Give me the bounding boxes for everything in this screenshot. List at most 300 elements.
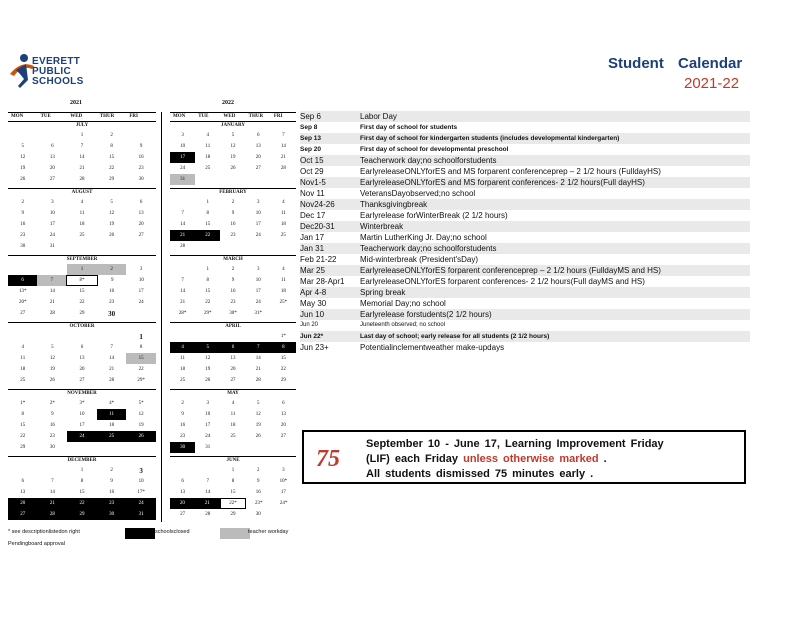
event-row xyxy=(300,287,750,298)
event-date: Dec20-31 xyxy=(300,222,335,231)
left-year-label: 2021 xyxy=(70,100,82,106)
day-cell: 27 xyxy=(230,378,236,383)
day-header: THUR xyxy=(248,114,264,119)
lif-line-2: (LIF) each Friday unless otherwise marked . xyxy=(366,453,607,465)
event-row xyxy=(300,232,750,243)
day-cell: 27 xyxy=(255,166,261,171)
day-cell: 27 xyxy=(79,378,85,383)
day-cell: 4 xyxy=(206,133,210,138)
week-row xyxy=(170,197,296,208)
event-date: Jun 10 xyxy=(300,310,325,319)
week-row xyxy=(8,398,156,409)
month-block xyxy=(8,188,156,255)
day-cell xyxy=(67,241,97,252)
month-name: OCTOBER xyxy=(69,324,95,329)
week-row xyxy=(8,286,156,297)
day-cell: 30 xyxy=(49,445,55,450)
day-cell: 8 xyxy=(21,412,25,417)
day-cell: 28 xyxy=(38,509,68,520)
calendar-2021 xyxy=(8,112,156,523)
event-row xyxy=(300,210,750,221)
event-text: Mid-winterbreak (President'sDay) xyxy=(360,255,479,264)
day-cell: 16 xyxy=(109,490,115,495)
day-cell: 2 xyxy=(256,468,260,473)
day-cell: 6 xyxy=(181,479,184,484)
week-row xyxy=(170,420,296,431)
day-cell: 9 xyxy=(181,412,184,417)
day-cell: 14 xyxy=(79,155,85,160)
day-header: FRI xyxy=(129,114,138,119)
day-cell: 16 xyxy=(255,490,261,495)
month-block xyxy=(170,255,296,322)
day-cell: 6 xyxy=(21,479,25,484)
week-row xyxy=(170,476,296,487)
month-block xyxy=(170,456,296,523)
week-row xyxy=(8,219,156,230)
day-cell: 5 xyxy=(110,200,113,205)
week-row xyxy=(170,331,296,342)
day-cell: 27 xyxy=(49,177,55,182)
day-cell: 9 xyxy=(139,144,143,149)
day-cell xyxy=(126,308,156,319)
day-cell: 7 xyxy=(206,479,210,484)
day-cell: 20 xyxy=(280,423,286,428)
day-cell: 13 xyxy=(230,356,236,361)
day-cell: 19 xyxy=(255,423,261,428)
day-cell: 7 xyxy=(246,342,271,353)
day-cell: 15 xyxy=(126,353,156,364)
day-cell xyxy=(97,442,127,453)
day-cell: 10 xyxy=(138,278,144,283)
event-row xyxy=(300,298,750,309)
day-cell: 8 xyxy=(271,342,296,353)
day-cell: 23 xyxy=(180,434,186,439)
event-date: Dec 17 xyxy=(300,211,326,220)
day-cell: 11 xyxy=(20,356,26,361)
event-date: Jun 20 xyxy=(300,322,319,328)
day-cell: 13 xyxy=(180,490,186,495)
week-row xyxy=(8,420,156,431)
day-cell: 4 xyxy=(282,200,285,205)
event-date: Apr 4-8 xyxy=(300,288,327,297)
day-cell: 10* xyxy=(279,479,288,484)
week-row xyxy=(170,152,296,163)
day-cell: 29* xyxy=(204,311,212,316)
day-cell: 18 xyxy=(20,367,26,372)
day-header-row xyxy=(8,113,156,121)
event-row xyxy=(300,155,750,166)
week-row xyxy=(170,409,296,420)
day-cell: 6 xyxy=(80,345,84,350)
week-row xyxy=(170,241,296,252)
day-cell: 18 xyxy=(230,423,236,428)
week-row xyxy=(170,498,296,509)
day-cell: 12 xyxy=(205,356,211,361)
event-text: Martin LutherKing Jr. Day;no school xyxy=(360,233,487,242)
day-cell: 9 xyxy=(231,278,235,283)
day-cell xyxy=(97,241,127,252)
school-year: 2021-22 xyxy=(684,75,740,92)
month-name: JUNE xyxy=(226,458,240,463)
event-date: Nov 11 xyxy=(300,189,325,198)
day-cell xyxy=(8,465,38,476)
day-cell: 7 xyxy=(181,278,184,283)
day-cell xyxy=(38,130,68,141)
day-cell: 8 xyxy=(231,479,235,484)
event-row xyxy=(300,166,750,177)
event-row xyxy=(300,342,750,353)
day-cell xyxy=(170,197,195,208)
day-cell: 12 xyxy=(230,144,236,149)
month-block xyxy=(8,456,156,523)
week-row xyxy=(170,353,296,364)
week-row xyxy=(170,219,296,230)
event-text: EarlyreleaseONLYforES and MS forparent conferenceprep – 2 1/2 hours (FulldayHS) xyxy=(360,167,661,176)
day-cell xyxy=(8,264,38,275)
day-cell: 24 xyxy=(126,498,156,509)
month-name: MAY xyxy=(227,391,239,396)
legend-workday-label: teacher workday xyxy=(248,529,289,535)
day-cell: 20 xyxy=(49,166,55,171)
event-date: Oct 15 xyxy=(300,156,324,165)
day-cell: 22 xyxy=(67,498,97,509)
day-cell: 10 xyxy=(138,479,144,484)
day-cell: 9 xyxy=(51,412,54,417)
event-row xyxy=(300,309,750,320)
day-cell: 21 xyxy=(170,230,195,241)
day-cell: 8 xyxy=(139,345,143,350)
day-cell: 8 xyxy=(206,278,210,283)
day-cell: 19 xyxy=(49,367,55,372)
logo-line-1: EVERETT xyxy=(32,56,81,67)
day-cell: 5 xyxy=(256,401,260,406)
day-cell: 31 xyxy=(170,174,195,185)
event-text: Labor Day xyxy=(360,112,397,121)
day-cell: 10 xyxy=(255,278,261,283)
week-row xyxy=(170,130,296,141)
event-row xyxy=(300,265,750,276)
week-row xyxy=(170,275,296,286)
day-cell: 25 xyxy=(79,233,85,238)
month-block xyxy=(8,121,156,188)
day-cell: 25 xyxy=(97,431,127,442)
day-cell: 30 xyxy=(108,309,116,318)
week-row xyxy=(8,152,156,163)
day-cell: 16 xyxy=(230,222,236,227)
day-cell: 6 xyxy=(220,342,245,353)
day-cell xyxy=(195,174,220,185)
day-cell: 30 xyxy=(20,244,26,249)
day-cell: 16 xyxy=(138,155,144,160)
day-cell: 1 xyxy=(206,200,210,205)
day-cell: 17 xyxy=(280,490,286,495)
lif-line-3: All students dismissed 75 minutes early . xyxy=(366,468,594,480)
event-text: Last day of school; early release for all students (2 1/2 hours) xyxy=(360,333,550,340)
week-row xyxy=(170,375,296,386)
day-cell: 23 xyxy=(20,233,26,238)
month-block xyxy=(8,389,156,456)
week-row xyxy=(170,297,296,308)
anniversary-75-icon xyxy=(314,442,350,472)
day-cell: 22 xyxy=(138,367,144,372)
day-cell: 22 xyxy=(195,230,220,241)
event-date: Sep 8 xyxy=(300,124,318,131)
event-date: Nov1-5 xyxy=(300,178,326,187)
event-text: Earlyrelease forstudents(2 1/2 hours) xyxy=(360,310,492,319)
day-cell: 5 xyxy=(21,144,25,149)
day-cell: 12 xyxy=(109,211,115,216)
legend-note-pending: Pendingboard approval xyxy=(8,541,65,547)
week-row xyxy=(8,364,156,375)
event-row xyxy=(300,243,750,254)
week-row xyxy=(170,286,296,297)
month-name: SEPTEMBER xyxy=(66,257,98,262)
day-cell xyxy=(38,465,68,476)
logo-line-2: PUBLIC xyxy=(32,66,72,77)
day-cell: 1 xyxy=(80,133,84,138)
day-header: WED xyxy=(70,114,83,119)
event-text: EarlyreleaseONLYforES forparent conferences- 2 1/2 hours(Full dayMS and HS) xyxy=(360,277,645,286)
event-text: Earlyrelease forWinterBreak (2 1/2 hours) xyxy=(360,211,508,220)
day-cell: 16 xyxy=(49,423,55,428)
day-cell: 20 xyxy=(79,367,85,372)
month-name: MARCH xyxy=(223,257,243,262)
day-cell: 10 xyxy=(180,144,186,149)
day-cell: 5 xyxy=(51,345,54,350)
day-cell: 15 xyxy=(79,289,85,294)
week-row xyxy=(170,487,296,498)
day-cell: 4 xyxy=(170,342,195,353)
day-cell: 25 xyxy=(230,434,236,439)
day-cell: 28 xyxy=(205,512,211,517)
day-cell: 21 xyxy=(109,367,115,372)
day-cell: 3 xyxy=(139,466,143,475)
week-row xyxy=(8,297,156,308)
day-cell: 13 xyxy=(79,356,85,361)
day-cell: 18 xyxy=(180,367,186,372)
day-cell: 6 xyxy=(256,133,260,138)
page-title: Student Calendar xyxy=(608,55,743,72)
week-row xyxy=(8,208,156,219)
day-cell xyxy=(271,509,296,520)
event-row xyxy=(300,177,750,188)
day-cell: 11 xyxy=(230,412,236,417)
day-cell: 11 xyxy=(97,409,127,420)
week-row xyxy=(170,465,296,476)
day-cell: 2 xyxy=(181,401,184,406)
event-row xyxy=(300,111,750,122)
day-cell xyxy=(220,331,245,342)
week-row xyxy=(8,241,156,252)
event-text: Winterbreak xyxy=(360,222,404,231)
day-cell: 9 xyxy=(110,479,113,484)
month-name: DECEMBER xyxy=(67,458,97,463)
day-cell: 4 xyxy=(80,200,84,205)
day-cell: 16 xyxy=(109,289,115,294)
day-cell: 22 xyxy=(205,300,211,305)
day-cell: 24 xyxy=(255,300,261,305)
event-text: Thanksgivingbreak xyxy=(360,200,428,209)
day-cell: 27 xyxy=(8,509,38,520)
day-cell: 2 xyxy=(231,267,235,272)
day-cell: 7 xyxy=(282,133,285,138)
event-date: Sep 6 xyxy=(300,112,321,121)
month-block xyxy=(170,389,296,456)
event-text: Potentialinclementweather make-updays xyxy=(360,343,505,352)
event-text: First day of school for students xyxy=(360,124,458,131)
day-cell: 27 xyxy=(20,311,26,316)
event-row xyxy=(300,133,750,144)
day-cell xyxy=(195,241,220,252)
event-text: Spring break xyxy=(360,288,406,297)
day-header-row xyxy=(170,113,296,121)
day-cell xyxy=(170,331,195,342)
day-cell: 3 xyxy=(139,267,143,272)
event-date: Sep 20 xyxy=(300,146,321,153)
day-cell xyxy=(126,130,156,141)
event-row xyxy=(300,254,750,265)
day-cell: 31* xyxy=(254,311,262,316)
event-row xyxy=(300,199,750,210)
day-cell: 17 xyxy=(79,423,85,428)
day-cell: 29 xyxy=(280,378,286,383)
day-cell xyxy=(170,264,195,275)
day-cell: 24 xyxy=(138,300,144,305)
event-row xyxy=(300,144,750,155)
week-row xyxy=(170,364,296,375)
week-row xyxy=(8,431,156,442)
day-cell: 5 xyxy=(195,342,220,353)
grid-divider xyxy=(161,112,162,522)
week-row xyxy=(170,208,296,219)
day-cell: 19 xyxy=(138,423,144,428)
event-date: Mar 28-Apr1 xyxy=(300,277,345,286)
day-cell: 30 xyxy=(170,442,195,453)
month-name: NOVEMBER xyxy=(67,391,97,396)
legend-closed-swatch xyxy=(125,528,155,539)
day-cell: 11 xyxy=(281,211,286,216)
event-text: VeteransDayobserved;no school xyxy=(360,189,476,198)
day-cell: 28 xyxy=(49,311,55,316)
day-cell: 19 xyxy=(205,367,211,372)
event-text: EarlyreleaseONLYforES and MS forparent conferences- 2 1/2 hours(Full dayHS) xyxy=(360,178,645,187)
day-cell: 16 xyxy=(230,289,236,294)
day-cell: 20 xyxy=(138,222,144,227)
day-cell: 1 xyxy=(231,468,235,473)
day-cell: 15 xyxy=(205,222,211,227)
event-row xyxy=(300,320,750,331)
day-cell: 4 xyxy=(231,401,235,406)
day-cell: 4* xyxy=(109,401,115,406)
day-cell: 1 xyxy=(139,332,143,341)
legend-workday-swatch xyxy=(220,528,250,539)
week-row xyxy=(170,308,296,319)
day-cell: 17 xyxy=(255,289,261,294)
day-cell: 17 xyxy=(170,152,195,163)
legend-note-asterisk: * see descriptionlistedon right xyxy=(8,529,80,535)
day-cell: 21 xyxy=(255,367,261,372)
day-cell: 21 xyxy=(49,300,55,305)
month-name: APRIL xyxy=(225,324,241,329)
day-cell: 9 xyxy=(231,211,235,216)
month-block xyxy=(8,255,156,322)
day-cell: 7 xyxy=(110,345,113,350)
week-row xyxy=(8,308,156,319)
district-logo xyxy=(6,52,116,96)
day-cell: 2 xyxy=(110,468,113,473)
day-cell: 28 xyxy=(180,244,186,249)
day-cell: 17 xyxy=(138,289,144,294)
week-row xyxy=(170,264,296,275)
day-cell: 3 xyxy=(282,468,285,473)
day-cell: 20 xyxy=(255,155,261,160)
event-text: First day of school for kindergarten students (includes developmental kindergarten) xyxy=(360,135,620,142)
day-cell: 12 xyxy=(138,412,144,417)
day-cell: 23 xyxy=(138,166,144,171)
day-cell: 22 xyxy=(280,367,286,372)
month-name: AUGUST xyxy=(71,190,93,195)
month-block xyxy=(170,188,296,255)
day-cell: 29 xyxy=(230,512,236,517)
day-cell: 22 xyxy=(109,166,115,171)
day-cell: 21 xyxy=(195,498,220,509)
day-cell: 30 xyxy=(255,512,261,517)
week-row xyxy=(8,230,156,241)
day-cell: 3 xyxy=(256,200,260,205)
day-cell: 23 xyxy=(109,300,115,305)
day-header: MON xyxy=(11,114,24,119)
day-cell: 2 xyxy=(110,133,113,138)
day-cell: 3* xyxy=(79,401,85,406)
day-cell: 20* xyxy=(19,300,27,305)
day-cell: 18 xyxy=(280,222,286,227)
day-cell: 29 xyxy=(67,509,97,520)
day-cell: 18 xyxy=(79,222,85,227)
day-cell: 29 xyxy=(79,311,85,316)
day-cell: 27 xyxy=(280,434,286,439)
week-row xyxy=(170,163,296,174)
day-cell: 28 xyxy=(109,378,115,383)
event-text: Juneteenth observed; no school xyxy=(360,322,446,328)
day-cell xyxy=(246,241,271,252)
day-cell: 17 xyxy=(49,222,55,227)
day-cell: 20 xyxy=(170,498,195,509)
day-cell: 16 xyxy=(20,222,26,227)
day-cell xyxy=(246,331,271,342)
day-cell: 26 xyxy=(230,166,236,171)
day-cell: 1 xyxy=(206,267,210,272)
day-cell: 24* xyxy=(279,501,288,506)
day-cell: 4 xyxy=(282,267,285,272)
day-cell xyxy=(126,442,156,453)
day-cell: 29 xyxy=(20,445,26,450)
day-cell xyxy=(97,331,127,342)
day-cell: 13* xyxy=(19,289,27,294)
day-cell xyxy=(38,331,68,342)
event-text: Teacherwork day;no schoolforstudents xyxy=(360,244,497,253)
event-date: Feb 21-22 xyxy=(300,255,337,264)
day-cell: 24 xyxy=(255,233,261,238)
week-row xyxy=(8,498,156,509)
day-cell: 2 xyxy=(231,200,235,205)
event-date: Nov24-26 xyxy=(300,200,335,209)
day-cell: 26 xyxy=(20,177,26,182)
day-cell xyxy=(195,331,220,342)
day-cell xyxy=(67,331,97,342)
day-cell: 30 xyxy=(138,177,144,182)
day-cell: 22 xyxy=(79,300,85,305)
week-row xyxy=(8,509,156,520)
